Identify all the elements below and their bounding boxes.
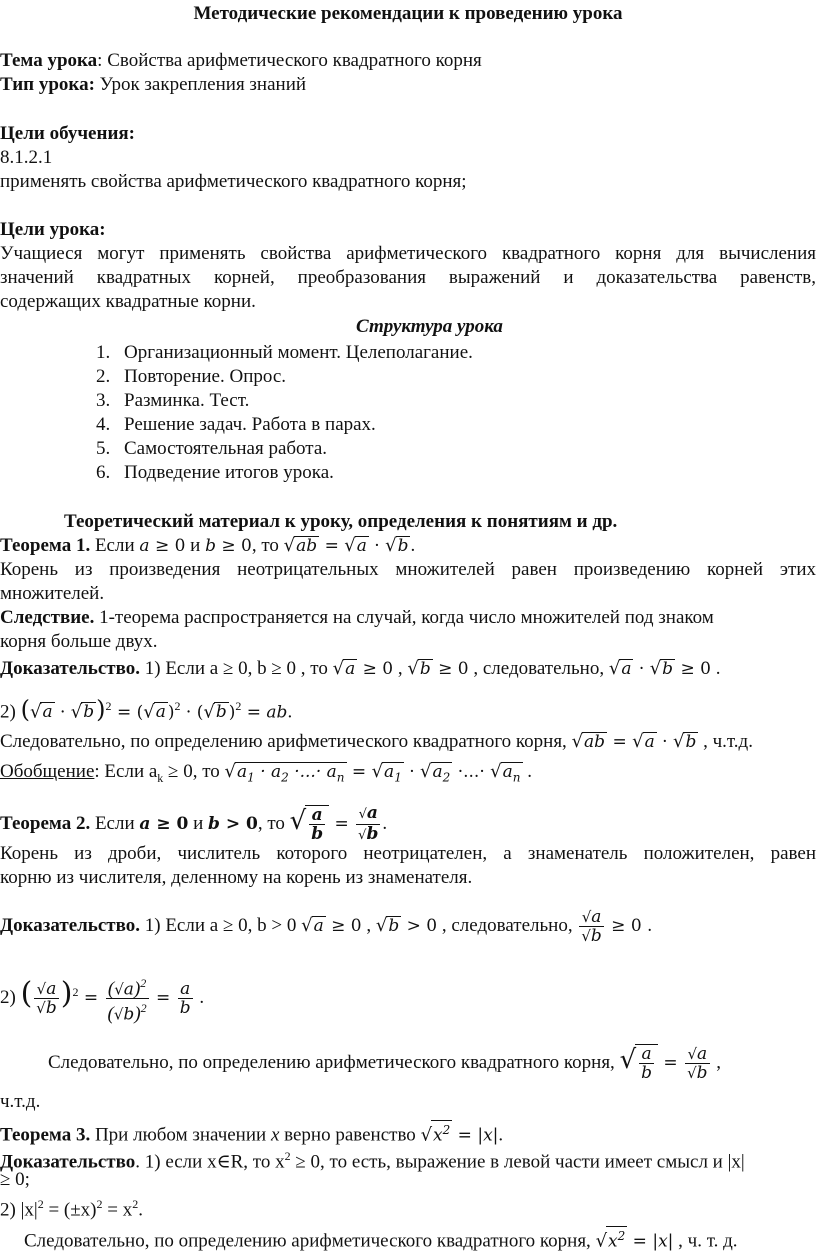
- goals-line-2: значений квадратных корней, преобразования выражений и доказательства равенств,: [0, 267, 816, 288]
- proof-1-step-1: Доказательство. 1) Если a ≥ 0, b ≥ 0 , то √a ≥ 0 , √b ≥ 0 , следовательно, √a · √b ≥ 0 .: [0, 658, 721, 679]
- type-label: Тип урока:: [0, 74, 95, 95]
- theorem-2: Теорема 2. Если a ≥ 0 и b > 0, то √ $\frac{a}{b}$ = $\frac{√a}{√b}$ .: [0, 803, 388, 844]
- objectives-code: 8.1.2.1: [0, 147, 53, 168]
- objectives-heading: Цели обучения:: [0, 123, 135, 144]
- proof-1-step-3: Следовательно, по определению арифметического квадратного корня, √ab = √a · √b , ч.т.д.: [0, 731, 753, 752]
- objectives-text: применять свойства арифметического квадратного корня;: [0, 171, 467, 192]
- document-page: Методические рекомендации к проведению урока Тема урока: Свойства арифметического квадратного корня Тип урока: Урок закрепления знаний Цели обучения: 8.1.2.1 применять свойства арифметического квадратного корня; Цели урока: Учащиеся могут применять свойства арифметического квадратного корня для вычисления значений квадратных корней, преобразования выражений и доказательства равенств, содержащих квадратные корни. Структура урока 1. Организационный момент. Целеполагание. 2. Повторение. Опрос. 3. Разминка. Тест. 4. Решение задач. Работа в парах. 5. Самостоятельная работа. 6. Подведение итогов урока. Теоретический материал к уроку, определения к понятиям и др. Теорема 1. Если a ≥ 0 и b ≥ 0, то √ab = √a · √b . Корень из произведения неотрицательных множителей равен произведению корней этих множителей. Следствие. 1-теорема распространяется на случай, когда число множителей под знаком корня больше двух. Доказательство. 1) Если a ≥ 0, b ≥ 0 , то √a ≥ 0 , √b ≥ 0 , следовательно, √a · √b ≥ 0 . 2) $(√a \cdot √b)^2 = (√a$ )$^2$ · (√b )$^2$ = ab. Следовательно, по определению арифметического квадратного корня, √ab = √a · √b , ч.т.д. Обобщение: Если $a_k \ge 0$, то $√a_1 \cdot a_2$ ·...· $a_n = √a_1 \cdot √a_2$ ·...· $√a_n$ . Теорема 2. Если a ≥ 0 и b > 0, то √ $\frac{a}{b}$ = $\frac{√a}{√b}$ . Корень из дроби, числитель которого неотрицателен, а знаменатель положителен, равен корню из числителя, деленному на корень из знаменателя. Доказательство. 1) Если a ≥ 0, b > 0 √a ≥ 0 , √b > 0 , следовательно, $\frac{√a}{√b}$ ≥ 0 . 2) ( $\frac{√a}{√b}$ )$^2$ = $\frac{(√a)^2}{(√b)^2}$ = $\frac{a}{b}$ . Следовательно, по определению арифметического квадратного корня, √ $\frac{a}{b}$ = $\frac{√a}{√b}$ , ч.т.д. Теорема 3. При любом значении x верно равенство $√x^2 = |x|$. Доказательство. 1) если x∈R, то $x^2 \ge 0$, то есть, выражение в левой части имеет смысл и |x| ≥ 0; 2) $|x|^2 = (\pm x)^2 = x^2$. Следовательно, по определению арифметического квадратного корня, $√x^2 = |x|$ , ч. т. д.: [0, 3, 816, 1252]
- proof-3-step-3: Следовательно, по определению арифметического квадратного корня, $√x^2 = |x|$ , ч. т. д.: [24, 1226, 738, 1254]
- theorem-1: Теорема 1. Если a ≥ 0 и b ≥ 0, то √ab = √a · √b .: [0, 535, 416, 556]
- proof-2-step-1: Доказательство. 1) Если a ≥ 0, b > 0 √a ≥ 0 , √b > 0 , следовательно, $\frac{√a}{√b}$ ≥ 0 .: [0, 907, 653, 946]
- corollary: Следствие. 1-теорема распространяется на случай, когда число множителей под знаком: [0, 607, 714, 628]
- theorem-1-desc-1: Корень из произведения неотрицательных множителей равен произведению корней этих: [0, 559, 816, 580]
- goals-heading: Цели урока:: [0, 219, 106, 240]
- theorem-1-desc-2: множителей.: [0, 583, 105, 604]
- generalization: Обобщение: Если $a_k \ge 0$, то $√a_1 \cdot a_2$ ·...· $a_n = √a_1 \cdot √a_2$ ·...· $√a_n$ .: [0, 760, 532, 790]
- theorem-3: Теорема 3. При любом значении x верно равенство $√x^2 = |x|$.: [0, 1120, 503, 1148]
- structure-heading: Структура урока: [356, 316, 503, 337]
- proof-3-step-1: Доказательство. 1) если x∈R, то $x^2 \ge 0$, то есть, выражение в левой части имеет смысл и |x|: [0, 1149, 745, 1173]
- page-title: Методические рекомендации к проведению урока: [193, 3, 623, 24]
- topic-value: : Свойства арифметического квадратного корня: [97, 50, 482, 71]
- lesson-topic: [0, 49, 482, 73]
- proof-2-step-2: 2) ( $\frac{√a}{√b}$ )$^2$ = $\frac{(√a)^2}{(√b)^2}$ = $\frac{a}{b}$ .: [0, 976, 205, 1025]
- theorem-2-desc-1: Корень из дроби, числитель которого неотрицателен, а знаменатель положителен, равен: [0, 843, 816, 864]
- proof-1-step-2: 2) $(√a \cdot √b)^2 = (√a$ )$^2$ · (√b )$^2$ = ab.: [0, 695, 293, 724]
- lesson-type: [0, 73, 306, 97]
- theorem-1-label: Теорема 1.: [0, 535, 91, 556]
- goals-line-1: Учащиеся могут применять свойства арифметического квадратного корня для вычисления: [0, 243, 816, 264]
- proof-2-step-3: Следовательно, по определению арифметического квадратного корня, √ $\frac{a}{b}$ = $\frac{√a}{√b}$ ,: [48, 1044, 722, 1083]
- corollary-cont: корня больше двух.: [0, 631, 158, 652]
- proof-3-step-2: 2) $|x|^2 = (\pm x)^2 = x^2$.: [0, 1197, 143, 1221]
- type-value: Урок закрепления знаний: [94, 74, 307, 95]
- theory-heading: Теоретический материал к уроку, определения к понятиям и др.: [64, 511, 618, 532]
- topic-label: Тема урока: [0, 50, 98, 71]
- proof-3-step-1-cont: ≥ 0;: [0, 1169, 30, 1190]
- qed: ч.т.д.: [0, 1091, 41, 1112]
- goals-line-3: содержащих квадратные корни.: [0, 291, 256, 312]
- theorem-2-desc-2: корню из числителя, деленному на корень из знаменателя.: [0, 867, 473, 888]
